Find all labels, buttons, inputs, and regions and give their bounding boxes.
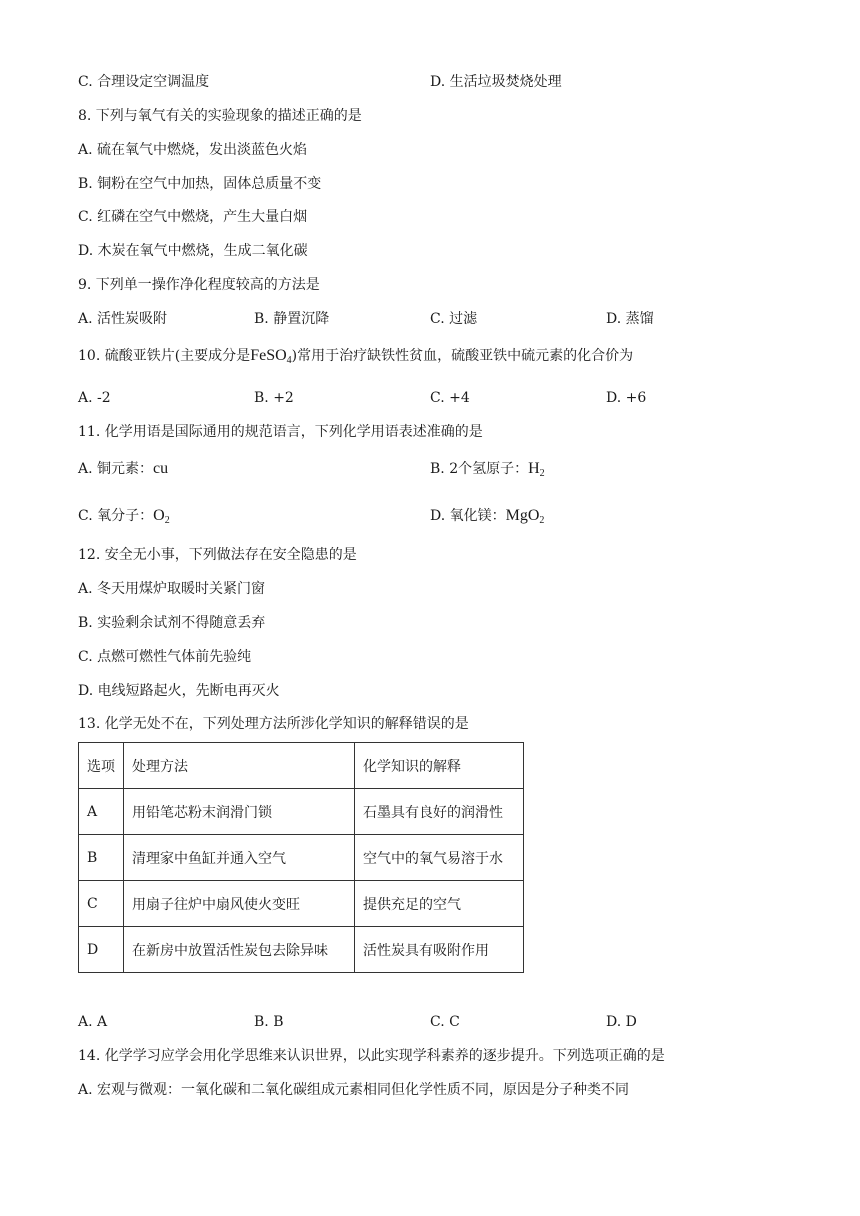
q8-option-c: C. 红磷在空气中燃烧，产生大量白烟 <box>78 209 308 225</box>
table-cell: 活性炭具有吸附作用 <box>355 927 524 973</box>
table-cell: B <box>79 835 124 881</box>
q10-option-d: D. +6 <box>606 390 647 406</box>
q11-option-d-formula-main: MgO <box>505 507 540 524</box>
q9-option-b: B. 静置沉降 <box>254 311 330 327</box>
q10-stem <box>78 346 633 371</box>
q8-option-b: B. 铜粉在空气中加热，固体总质量不变 <box>78 176 322 192</box>
table-cell: 空气中的氧气易溶于水 <box>355 835 524 881</box>
q11-option-a-label: A. 铜元素： <box>78 461 154 477</box>
table-cell: 清理家中鱼缸并通入空气 <box>124 835 355 881</box>
q10-stem-part2: )常用于治疗缺铁性贫血，硫酸亚铁中硫元素的化合价为 <box>291 348 634 364</box>
q13-option-c: C. C <box>430 1014 460 1030</box>
table-cell: A <box>79 789 124 835</box>
q9-option-c: C. 过滤 <box>430 311 478 327</box>
q11-option-c-formula-main: O <box>153 507 165 524</box>
q14-stem: 14. 化学学习应学会用化学思维来认识世界，以此实现学科素养的逐步提升。下列选项正确的是 <box>78 1048 665 1064</box>
q11-option-c-formula <box>153 507 170 524</box>
q11-option-a <box>78 459 168 479</box>
q11-option-b-formula <box>528 460 545 477</box>
q12-stem: 12. 安全无小事，下列做法存在安全隐患的是 <box>78 547 357 563</box>
table-cell: 提供充足的空气 <box>355 881 524 927</box>
q13-option-d: D. D <box>606 1014 637 1030</box>
q10-formula-sub: 4 <box>286 355 292 366</box>
table-cell: 用铅笔芯粉末润滑门锁 <box>124 789 355 835</box>
q11-option-b <box>430 459 545 484</box>
q11-option-d-formula-sub: 2 <box>539 515 545 526</box>
table-cell: C <box>79 881 124 927</box>
q8-stem: 8. 下列与氧气有关的实验现象的描述正确的是 <box>78 108 362 124</box>
q12-option-a: A. 冬天用煤炉取暖时关紧门窗 <box>78 581 266 597</box>
q11-stem: 11. 化学用语是国际通用的规范语言，下列化学用语表述准确的是 <box>78 424 483 440</box>
q14-option-a: A. 宏观与微观：一氧化碳和二氧化碳组成元素相同但化学性质不同，原因是分子种类不同 <box>78 1082 630 1098</box>
table-cell: 石墨具有良好的润滑性 <box>355 789 524 835</box>
table-row <box>79 881 524 927</box>
q9-option-a: A. 活性炭吸附 <box>78 311 168 327</box>
q10-option-b: B. +2 <box>254 390 294 406</box>
table-header-cell: 化学知识的解释 <box>355 743 524 789</box>
q13-stem: 13. 化学无处不在，下列处理方法所涉化学知识的解释错误的是 <box>78 716 469 732</box>
q10-option-c: C. +4 <box>430 390 470 406</box>
q11-option-d-formula <box>506 507 545 524</box>
q7-option-c: C. 合理设定空调温度 <box>78 74 210 90</box>
table-row <box>79 789 524 835</box>
q13-option-b: B. B <box>254 1014 284 1030</box>
q7-option-d: D. 生活垃圾焚烧处理 <box>430 74 562 90</box>
q12-option-b: B. 实验剩余试剂不得随意丢弃 <box>78 615 266 631</box>
q11-option-d-label: D. 氧化镁： <box>430 508 506 524</box>
table-cell: 在新房中放置活性炭包去除异味 <box>124 927 355 973</box>
q9-option-d: D. 蒸馏 <box>606 311 654 327</box>
table-header-row <box>79 743 524 789</box>
q10-stem-part1: 10. 硫酸亚铁片(主要成分是 <box>78 348 251 364</box>
q11-option-b-label: B. 2个氢原子： <box>430 461 529 477</box>
q13-option-a: A. A <box>78 1014 108 1030</box>
q10-formula-main: FeSO <box>250 347 287 364</box>
q11-option-b-formula-main: H <box>528 460 540 477</box>
table-header-cell: 选项 <box>79 743 124 789</box>
table-cell: D <box>79 927 124 973</box>
q12-option-d: D. 电线短路起火，先断电再灭火 <box>78 683 280 699</box>
q11-option-a-formula: cu <box>153 460 169 477</box>
q9-stem: 9. 下列单一操作净化程度较高的方法是 <box>78 277 320 293</box>
q11-option-c-formula-sub: 2 <box>164 515 170 526</box>
q11-option-b-formula-sub: 2 <box>539 468 545 479</box>
q13-table <box>78 742 524 973</box>
q11-option-c <box>78 506 170 531</box>
table-header-cell: 处理方法 <box>124 743 355 789</box>
q8-option-a: A. 硫在氧气中燃烧，发出淡蓝色火焰 <box>78 142 308 158</box>
q11-option-c-label: C. 氧分子： <box>78 508 154 524</box>
table-row <box>79 835 524 881</box>
q10-option-a: A. -2 <box>78 390 111 406</box>
table-row <box>79 927 524 973</box>
q12-option-c: C. 点燃可燃性气体前先验纯 <box>78 649 252 665</box>
table-cell: 用扇子往炉中扇风使火变旺 <box>124 881 355 927</box>
q11-option-d <box>430 506 544 531</box>
q10-formula <box>250 347 291 364</box>
q8-option-d: D. 木炭在氧气中燃烧，生成二氧化碳 <box>78 243 308 259</box>
